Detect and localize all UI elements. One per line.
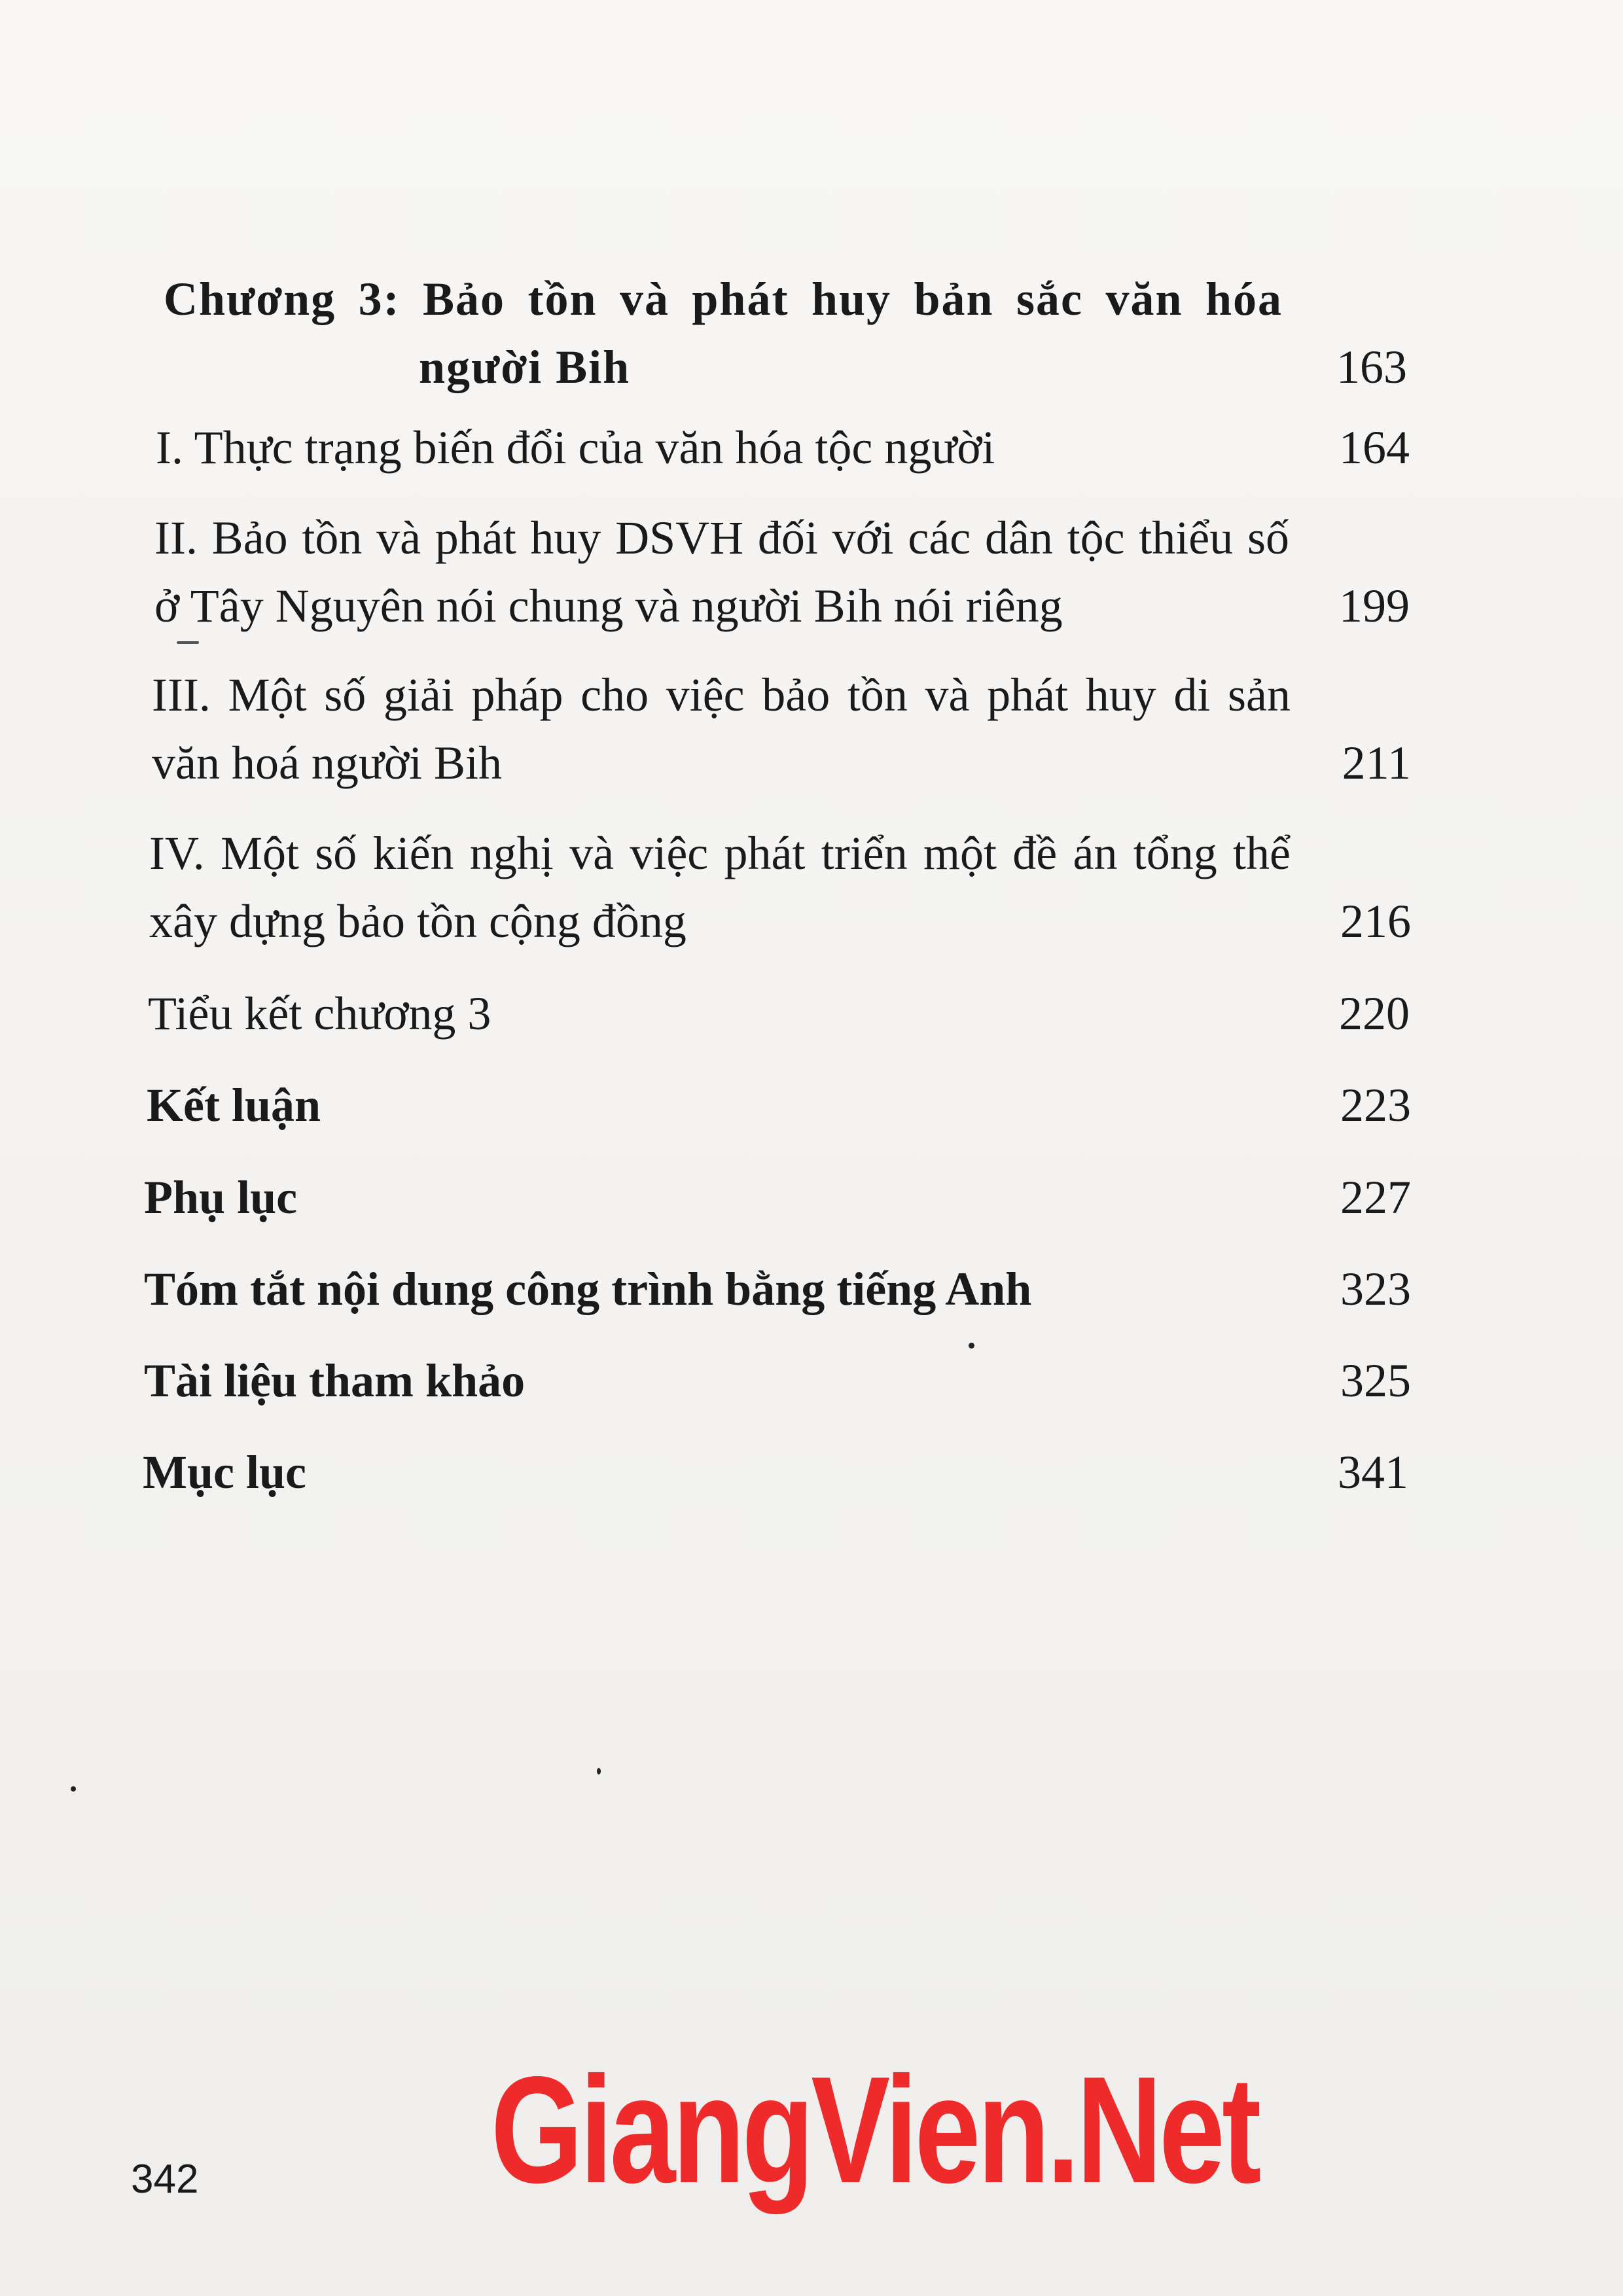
toc-entry-section-1	[156, 414, 1410, 482]
toc-entry-english-summary	[144, 1255, 1411, 1323]
toc-entry-section-2	[154, 504, 1410, 640]
toc-page-number: 227	[1340, 1171, 1411, 1224]
toc-entry-appendix	[144, 1163, 1411, 1231]
toc-page-number: 323	[1340, 1263, 1411, 1315]
toc-page-number: 211	[1342, 737, 1411, 789]
toc-page-number: 223	[1340, 1079, 1411, 1131]
toc-page-number: 199	[1339, 580, 1410, 632]
toc-entry-chapter-3	[164, 265, 1407, 401]
toc-page-number: 163	[1336, 341, 1407, 393]
toc-entry-title: IV. Một số kiến nghị và việc phát triển một đề án tổng thể xây dựng bảo tồn cộng đồng	[149, 827, 1291, 947]
toc-entry-title: I. Thực trạng biến đổi của văn hóa tộc người	[156, 421, 995, 474]
toc-entry-contents	[143, 1438, 1408, 1506]
toc-entry-references	[144, 1347, 1411, 1415]
toc-entry-title: Tiểu kết chương 3	[148, 987, 491, 1040]
toc-page-number: 220	[1339, 987, 1410, 1040]
toc-page-number: 325	[1340, 1354, 1411, 1407]
watermark-logo: GiangVien.Net	[491, 2045, 1258, 2215]
toc-entry-conclusion	[147, 1071, 1411, 1139]
toc-entry-title: III. Một số giải pháp cho việc bảo tồn và phát huy di sản văn hoá người Bih	[152, 669, 1291, 789]
ink-speck	[597, 1768, 601, 1775]
page-number: 342	[131, 2157, 199, 2202]
toc-page-number: 164	[1339, 421, 1410, 474]
ink-speck	[177, 641, 199, 644]
toc-entry-title: Tài liệu tham khảo	[144, 1354, 526, 1407]
chapter-title-line-1: Chương 3: Bảo tồn và phát huy bản sắc văn hóa	[164, 273, 1283, 325]
toc-page-number: 216	[1340, 895, 1411, 947]
toc-entry-title: Phụ lục	[144, 1171, 298, 1224]
toc-entry-title: Tóm tắt nội dung công trình bằng tiếng Anh	[144, 1263, 1032, 1315]
ink-speck	[71, 1786, 76, 1792]
toc-entry-title: Kết luận	[147, 1079, 321, 1131]
toc-entry-section-3	[152, 661, 1411, 797]
toc-entry-chapter-summary	[148, 980, 1410, 1048]
toc-page-number: 341	[1338, 1446, 1408, 1498]
toc-entry-title: Mục lục	[143, 1446, 306, 1498]
toc-entry-section-4	[149, 819, 1411, 955]
toc-entry-title: II. Bảo tồn và phát huy DSVH đối với các dân tộc thiểu số ở Tây Nguyên nói chung và người Bih nói riêng	[154, 512, 1289, 632]
ink-speck	[969, 1343, 974, 1349]
chapter-title-line-2: người Bih	[419, 341, 631, 393]
